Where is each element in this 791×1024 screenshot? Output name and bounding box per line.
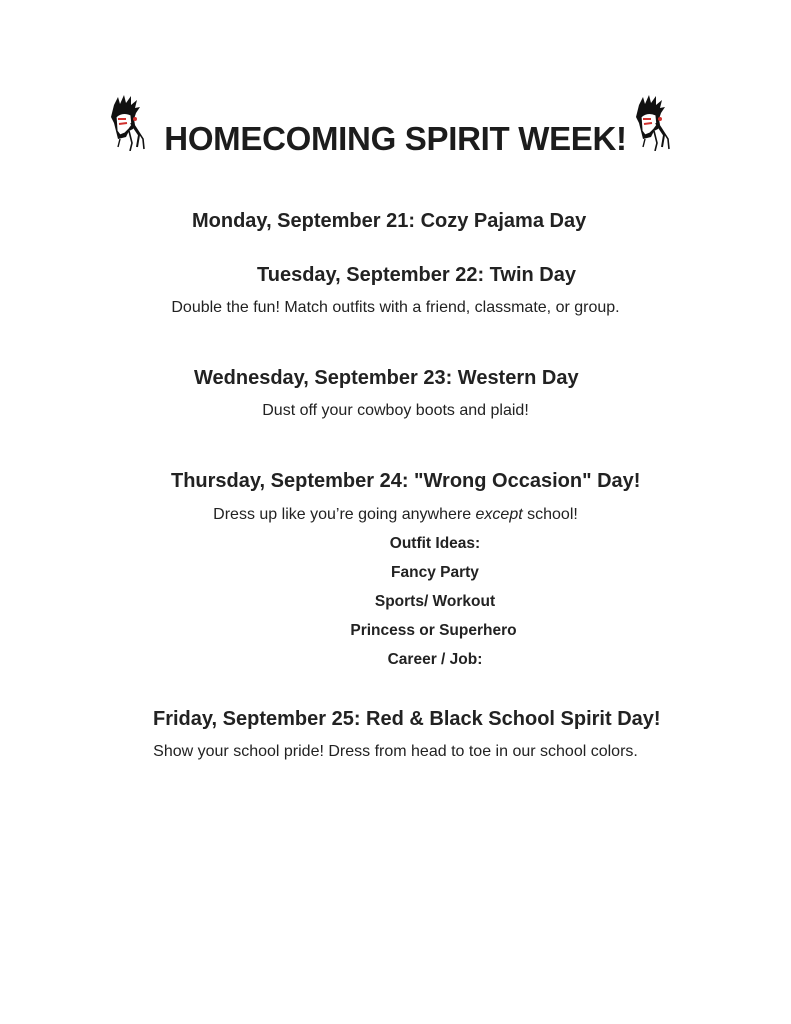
friday-heading: Friday, September 25: Red & Black School Spirit Day!: [153, 708, 661, 730]
outfit-ideas-label: Outfit Ideas:: [389, 535, 481, 552]
thursday-heading: Thursday, September 24: "Wrong Occasion" Day!: [171, 470, 641, 492]
outfit-idea-item: Fancy Party: [391, 564, 479, 581]
monday-heading: Monday, September 21: Cozy Pajama Day: [192, 210, 587, 232]
thursday-description-end: school!: [522, 506, 578, 523]
page-title: HOMECOMING SPIRIT WEEK!: [164, 120, 627, 157]
friday-description: Show your school pride! Dress from head to toe in our school colors.: [153, 743, 638, 760]
thursday-description-start: Dress up like you’re going anywhere: [213, 506, 476, 523]
outfit-idea-item: Princess or Superhero: [350, 622, 517, 639]
tuesday-description: Double the fun! Match outfits with a friend, classmate, or group.: [171, 299, 620, 316]
thursday-description: [0, 506, 791, 524]
outfit-idea-item: Sports/ Workout: [374, 593, 496, 610]
outfit-idea-item: Career / Job:: [387, 651, 483, 668]
tuesday-heading: Tuesday, September 22: Twin Day: [257, 264, 576, 286]
wednesday-heading: Wednesday, September 23: Western Day: [194, 367, 579, 389]
thursday-description-emphasis: except: [475, 506, 523, 523]
wednesday-description: Dust off your cowboy boots and plaid!: [262, 402, 529, 419]
